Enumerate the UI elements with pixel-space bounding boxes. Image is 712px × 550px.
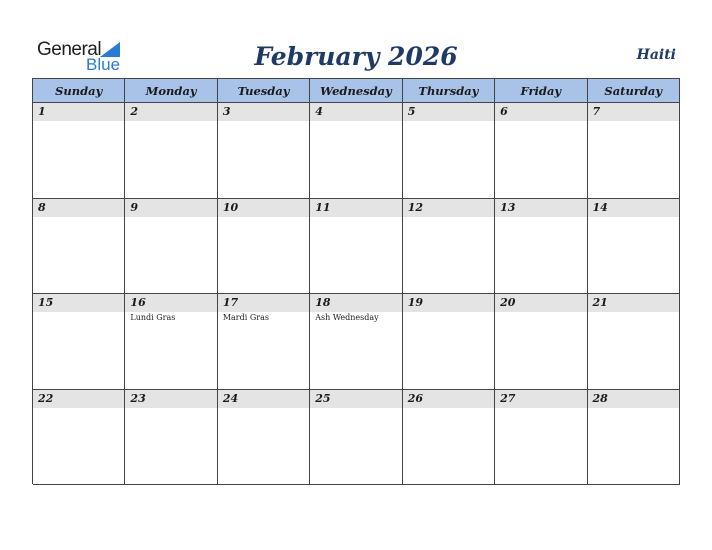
- day-cell: [33, 390, 125, 486]
- day-cell: [310, 199, 402, 295]
- day-number: 11: [310, 199, 401, 217]
- day-cell: [218, 390, 310, 486]
- day-cell: [218, 294, 310, 390]
- weekday-header: Sunday: [33, 79, 125, 103]
- day-number: 27: [495, 390, 586, 408]
- day-cell: [125, 294, 217, 390]
- day-cell: [33, 294, 125, 390]
- day-number: 15: [33, 294, 124, 312]
- day-cell: [403, 199, 495, 295]
- day-cell: [310, 103, 402, 199]
- day-number: 17: [218, 294, 309, 312]
- day-cell: [310, 390, 402, 486]
- country-label: Haiti: [636, 47, 676, 63]
- day-cell: [588, 199, 680, 295]
- day-cell: [495, 103, 587, 199]
- day-number: 6: [495, 103, 586, 121]
- day-number: 24: [218, 390, 309, 408]
- day-cell: [495, 199, 587, 295]
- day-number: 22: [33, 390, 124, 408]
- day-number: 4: [310, 103, 401, 121]
- day-cell: [310, 294, 402, 390]
- day-cell: [588, 103, 680, 199]
- day-number: 28: [588, 390, 679, 408]
- day-number: 9: [125, 199, 216, 217]
- day-cell: [125, 103, 217, 199]
- day-cell: [588, 390, 680, 486]
- day-number: 13: [495, 199, 586, 217]
- calendar-grid: [32, 78, 680, 484]
- day-number: 16: [125, 294, 216, 312]
- weekday-header: Tuesday: [218, 79, 310, 103]
- day-cell: [125, 199, 217, 295]
- weeks-container: [33, 103, 680, 485]
- week-row: [33, 199, 680, 295]
- weekday-header: Thursday: [403, 79, 495, 103]
- day-number: 25: [310, 390, 401, 408]
- week-row: [33, 294, 680, 390]
- day-cell: [403, 103, 495, 199]
- logo-text-blue: Blue: [86, 55, 121, 74]
- week-row: [33, 390, 680, 486]
- logo-text-general: General: [37, 39, 102, 60]
- holiday-label: Mardi Gras: [222, 313, 269, 322]
- calendar-title: February 2026: [254, 42, 458, 71]
- day-number: 14: [588, 199, 679, 217]
- weekday-header-row: [33, 79, 680, 103]
- weekday-header: Wednesday: [310, 79, 402, 103]
- day-number: 20: [495, 294, 586, 312]
- day-cell: [403, 390, 495, 486]
- day-cell: [495, 390, 587, 486]
- day-number: 2: [125, 103, 216, 121]
- day-number: 1: [33, 103, 124, 121]
- day-number: 10: [218, 199, 309, 217]
- day-number: 26: [403, 390, 494, 408]
- day-number: 8: [33, 199, 124, 217]
- day-cell: [495, 294, 587, 390]
- week-row: [33, 103, 680, 199]
- holiday-label: Lundi Gras: [130, 313, 176, 322]
- day-number: 3: [218, 103, 309, 121]
- day-cell: [33, 103, 125, 199]
- day-number: 21: [588, 294, 679, 312]
- day-cell: [33, 199, 125, 295]
- weekday-header: Friday: [495, 79, 587, 103]
- day-cell: [218, 199, 310, 295]
- day-number: 23: [125, 390, 216, 408]
- weekday-header: Saturday: [588, 79, 680, 103]
- day-number: 7: [588, 103, 679, 121]
- holiday-label: Ash Wednesday: [315, 313, 379, 322]
- day-number: 5: [403, 103, 494, 121]
- day-number: 12: [403, 199, 494, 217]
- day-cell: [588, 294, 680, 390]
- generalblue-logo: [37, 40, 137, 74]
- day-number: 19: [403, 294, 494, 312]
- day-number: 18: [310, 294, 401, 312]
- weekday-header: Monday: [125, 79, 217, 103]
- day-cell: [218, 103, 310, 199]
- day-cell: [403, 294, 495, 390]
- day-cell: [125, 390, 217, 486]
